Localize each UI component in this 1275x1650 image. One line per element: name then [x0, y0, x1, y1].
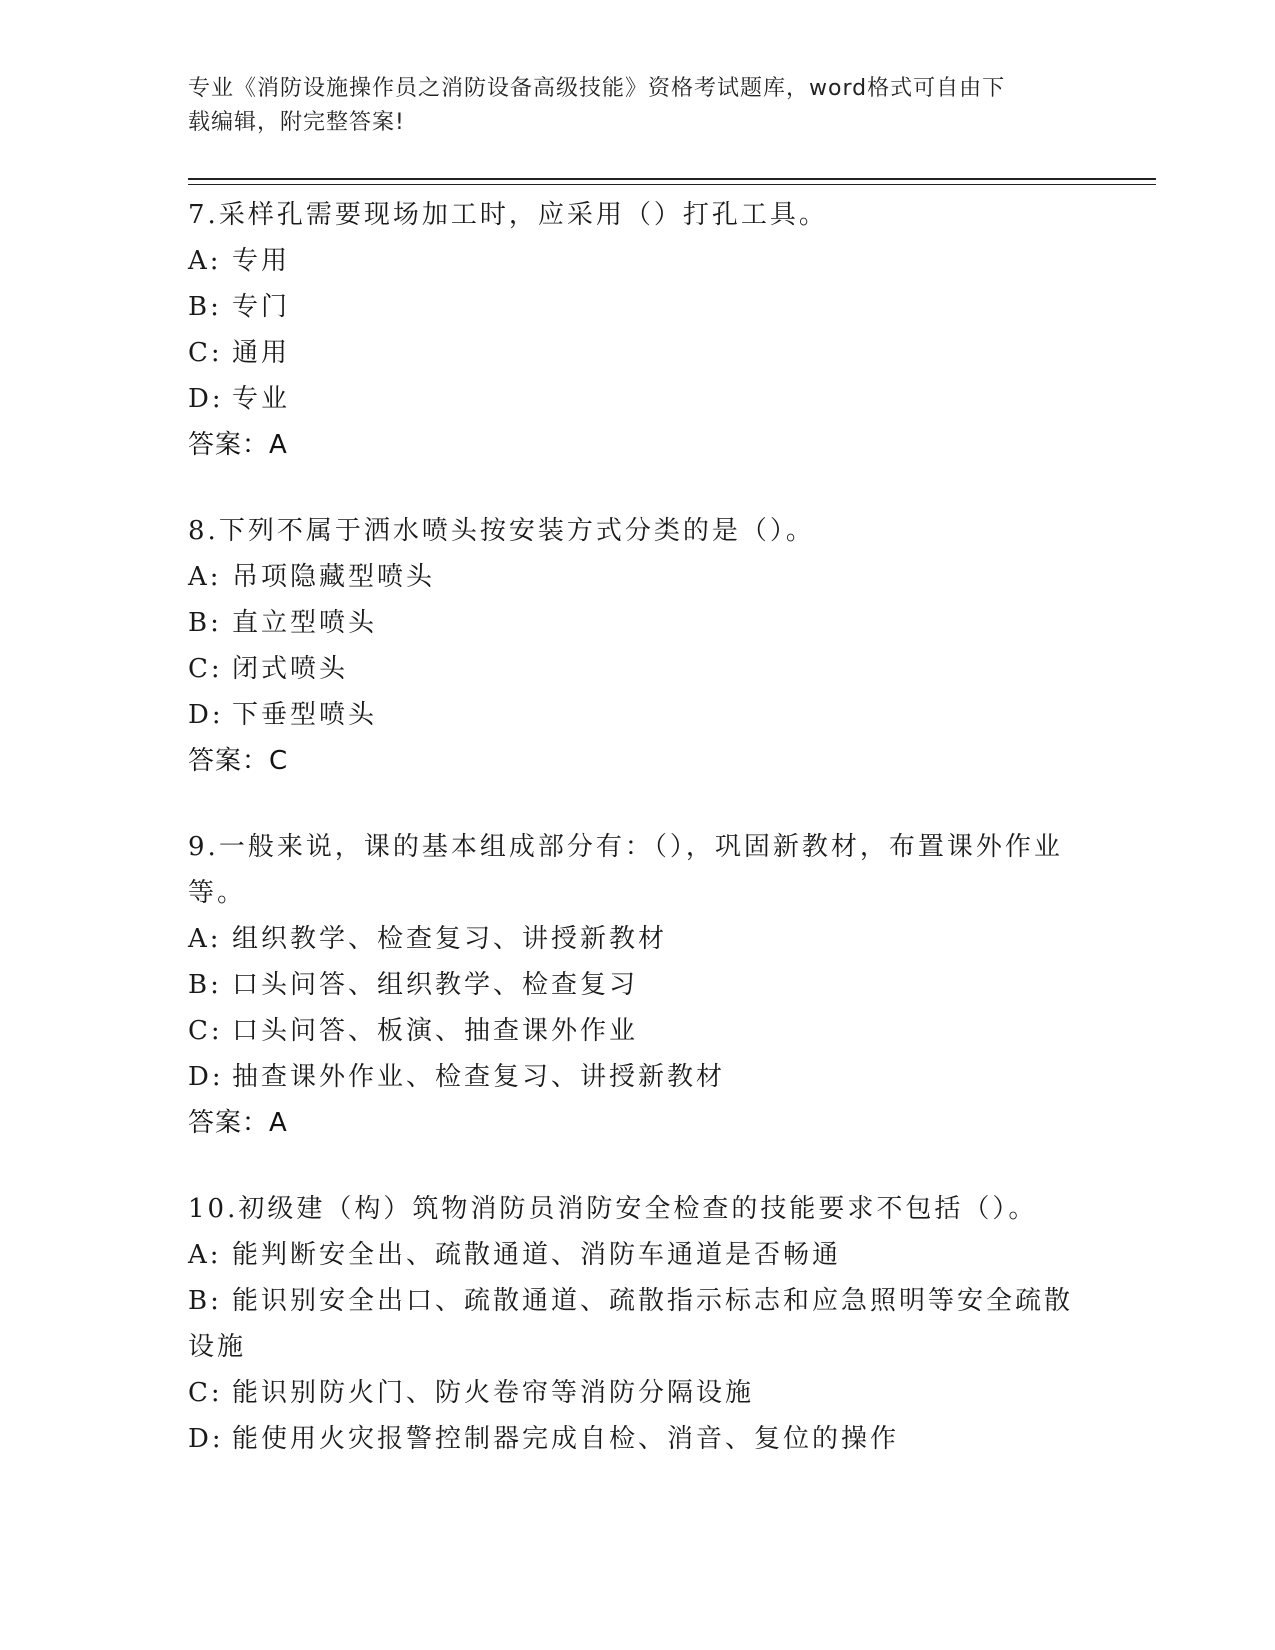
question-text: 一般来说，课的基本组成部分有：（），巩固新教材，布置课外作业等。 — [188, 832, 1063, 908]
option-key: C: — [188, 1378, 223, 1408]
option-text: 吊项隐藏型喷头 — [232, 562, 436, 592]
option-text: 口头问答、板演、抽查课外作业 — [232, 1016, 639, 1046]
question-number: 10. — [188, 1194, 239, 1224]
header-line-1: 专业《消防设施操作员之消防设备高级技能》资格考试题库，word格式可自由下 — [188, 76, 1006, 101]
option-key: A: — [188, 1240, 222, 1270]
option-key: D: — [188, 384, 224, 414]
option-a — [188, 554, 1088, 600]
question-number: 9. — [188, 832, 219, 862]
option-key: B: — [188, 608, 222, 638]
question-8 — [188, 508, 1088, 784]
option-key: C: — [188, 1016, 223, 1046]
option-text: 能识别安全出口、疏散通道、疏散指示标志和应急照明等安全疏散设施 — [188, 1286, 1074, 1362]
option-key: C: — [188, 338, 223, 368]
option-b — [188, 600, 1088, 646]
option-c — [188, 1008, 1088, 1054]
answer-line: 答案：C — [188, 746, 289, 776]
option-key: A: — [188, 924, 222, 954]
option-text: 直立型喷头 — [232, 608, 378, 638]
header-divider-thick — [188, 178, 1156, 180]
option-d — [188, 1054, 1088, 1100]
option-key: B: — [188, 970, 222, 1000]
option-key: B: — [188, 1286, 222, 1316]
option-text: 抽查课外作业、检查复习、讲授新教材 — [232, 1062, 726, 1092]
answer-line: 答案：A — [188, 430, 288, 460]
option-text: 闭式喷头 — [232, 654, 349, 684]
option-text: 能识别防火门、防火卷帘等消防分隔设施 — [232, 1378, 755, 1408]
option-a — [188, 1232, 1088, 1278]
question-stem — [188, 508, 1088, 554]
option-key: D: — [188, 700, 224, 730]
option-text: 专业 — [232, 384, 291, 414]
question-10 — [188, 1186, 1088, 1462]
question-list — [188, 192, 1088, 1502]
option-text: 组织教学、检查复习、讲授新教材 — [232, 924, 668, 954]
question-stem — [188, 192, 1088, 238]
option-key: A: — [188, 246, 222, 276]
option-c — [188, 646, 1088, 692]
option-text: 下垂型喷头 — [232, 700, 378, 730]
option-a — [188, 238, 1088, 284]
option-key: A: — [188, 562, 222, 592]
answer-line: 答案：A — [188, 1108, 288, 1138]
option-text: 专门 — [232, 292, 291, 322]
header-line-2: 载编辑，附完整答案! — [188, 110, 405, 135]
question-text: 下列不属于洒水喷头按安装方式分类的是（）。 — [218, 516, 815, 546]
option-c — [188, 1370, 1088, 1416]
option-key: D: — [188, 1424, 224, 1454]
option-key: B: — [188, 292, 222, 322]
option-key: C: — [188, 654, 223, 684]
question-text: 初级建（构）筑物消防员消防安全检查的技能要求不包括（）。 — [238, 1194, 1038, 1224]
option-d — [188, 376, 1088, 422]
question-7 — [188, 192, 1088, 468]
question-number: 8. — [188, 516, 219, 546]
option-d — [188, 1416, 1088, 1462]
option-d — [188, 692, 1088, 738]
option-b — [188, 962, 1088, 1008]
option-text: 能判断安全出、疏散通道、消防车通道是否畅通 — [232, 1240, 842, 1270]
document-header — [188, 72, 1088, 140]
option-b — [188, 1278, 1088, 1370]
option-key: D: — [188, 1062, 224, 1092]
option-a — [188, 916, 1088, 962]
question-number: 7. — [188, 200, 219, 230]
option-text: 口头问答、组织教学、检查复习 — [232, 970, 639, 1000]
question-stem — [188, 1186, 1088, 1232]
option-text: 能使用火灾报警控制器完成自检、消音、复位的操作 — [232, 1424, 900, 1454]
question-text: 采样孔需要现场加工时，应采用（）打孔工具。 — [218, 200, 828, 230]
option-c — [188, 330, 1088, 376]
option-b — [188, 284, 1088, 330]
question-9 — [188, 824, 1088, 1146]
option-text: 通用 — [232, 338, 291, 368]
header-divider-thin — [188, 184, 1156, 185]
question-stem — [188, 824, 1088, 916]
option-text: 专用 — [232, 246, 291, 276]
